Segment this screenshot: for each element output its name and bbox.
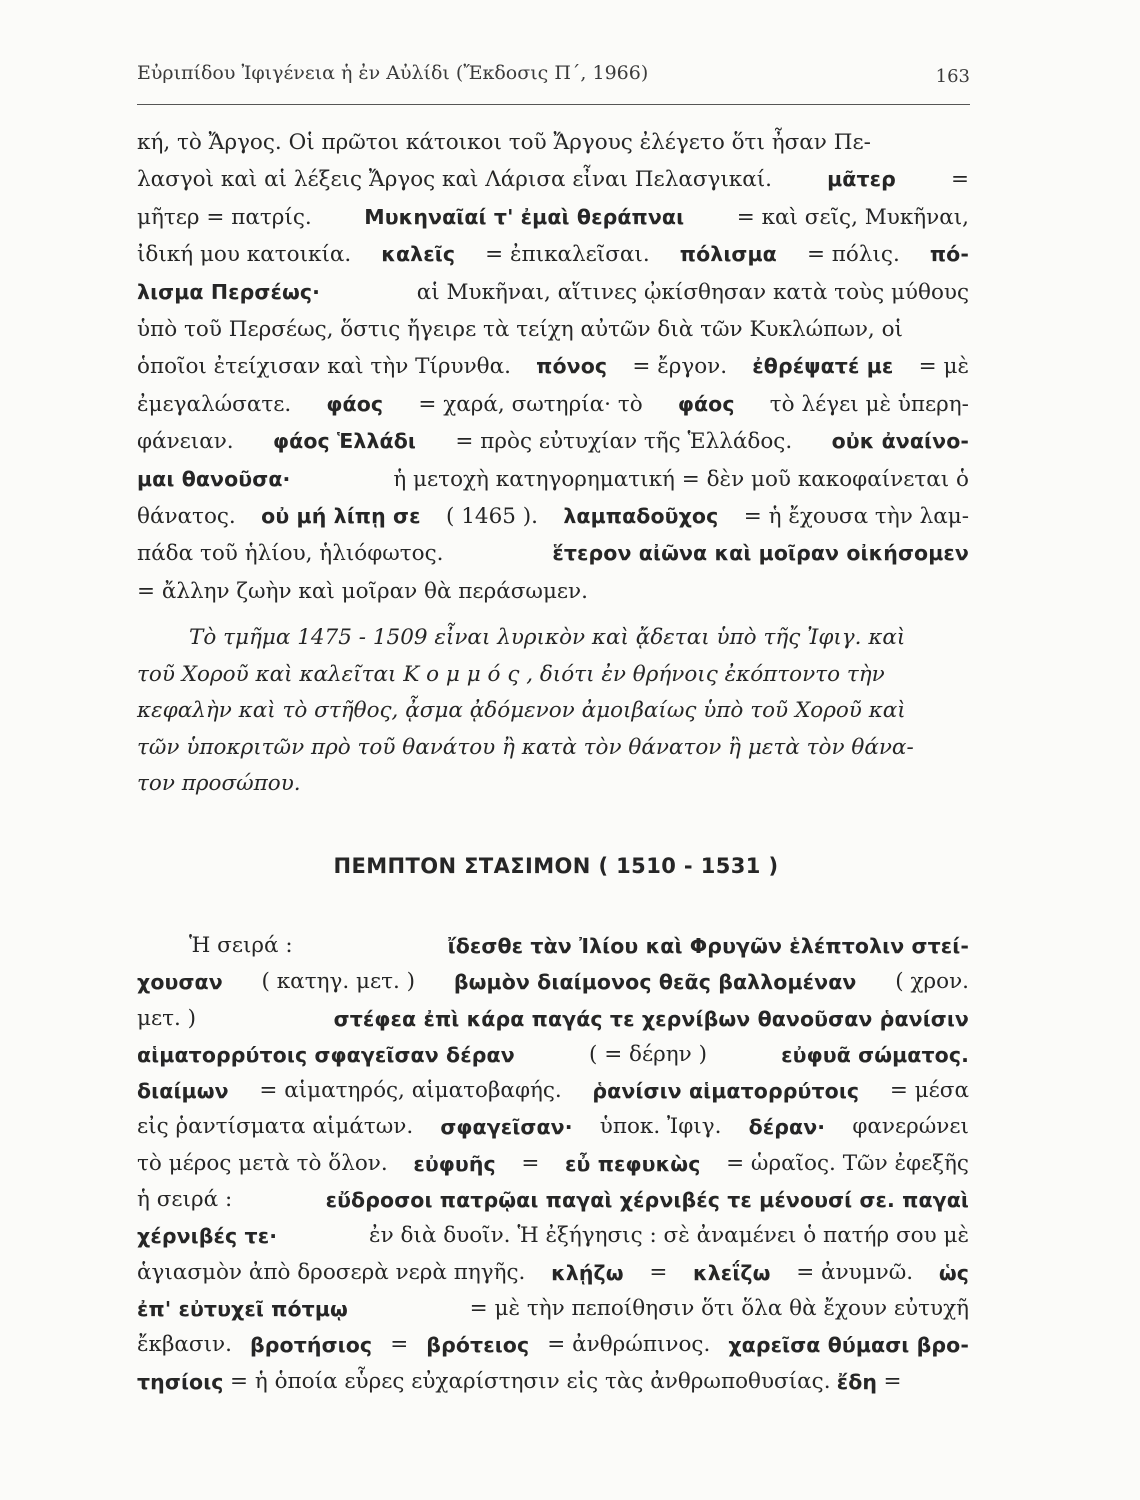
gloss-text: αἱ Μυκῆναι, αἵτινες ᾠκίσθησαν κατὰ τοὺς μύθους [416,279,969,305]
gloss-text: Ἡ σειρά : [189,933,293,958]
gloss-text: = ἡ ὁποία εὗρες εὐχαρίστησιν εἰς τὰς ἀνθρωποθυσίας. [230,1368,831,1394]
gloss-text: ( κατηγ. μετ. ) [261,969,416,995]
bold-lemma: φάος Ἑλλάδι [273,429,417,454]
bold-lemma: σφαγεῖσαν· [440,1115,573,1140]
running-title: Εὐριπίδου Ἰφιγένεια ἡ ἐν Αὐλίδι (Ἔκδοσις Π΄, 1966) [137,62,649,84]
bold-lemma: ἐθρέψατέ με [752,354,894,379]
gloss-text: = [521,1150,540,1176]
gloss-text: = [649,1259,668,1285]
bold-lemma: ἐπ' εὐτυχεῖ πότμῳ [137,1296,348,1321]
gloss-text: μῆτερ = πατρίς. [137,204,312,230]
bold-lemma: πό- [929,242,969,267]
gloss-text: = πρὸς εὐτυχίαν τῆς Ἑλλάδος. [455,429,793,455]
text-line [137,928,969,964]
bold-lemma: δέραν· [748,1115,826,1140]
bold-lemma: καλεῖς [381,242,456,267]
text-line [137,1109,969,1145]
page-number: 163 [935,66,970,87]
text-line [137,161,969,198]
gloss-text: ( 1465 ). [445,503,538,529]
bold-lemma: ἴδεσθε τὰν Ἰλίου καὶ Φρυγῶν ἑλέπτολιν στεί- [447,934,969,958]
gloss-text: = [883,1368,902,1394]
gloss-text: = μὲ [918,354,969,380]
bold-lemma: φάος [677,391,735,416]
gloss-text: = χαρά, σωτηρία· τὸ [418,391,643,417]
bold-lemma: μαι θανοῦσα· [137,466,291,491]
text-line [137,386,969,423]
bold-lemma: εὔδροσοι πατρῷαι παγαὶ χέρνιβές τε μένουσί σε. παγαὶ [325,1188,969,1213]
gloss-text: = ἀνθρώπινος. [547,1332,711,1358]
text-line [137,1291,969,1327]
bold-lemma: κλεΐζω [693,1260,771,1285]
page-header [137,62,970,102]
text-line: τοῦ Χοροῦ καὶ καλεῖται Κ ο μ μ ό ς , διότι ἐν θρήνοις ἐκόπτοντο τὴν [137,661,885,687]
gloss-text: = μέσα [889,1078,969,1104]
bold-lemma: πόλισμα [679,242,777,267]
gloss-text: ἡ μετοχὴ κατηγορηματική = δὲν μοῦ κακοφαίνεται ὁ [393,466,969,492]
text-line [137,1146,969,1182]
gloss-text: ἡ σειρά : [137,1187,233,1213]
text-line [137,348,969,385]
gloss-text: φάνειαν. [137,429,234,455]
text-line: κεφαλὴν καὶ τὸ στῆθος, ᾆσμα ᾀδόμενον ἀμοιβαίως ὑπὸ τοῦ Χοροῦ καὶ [137,698,906,724]
section-heading: ΠΕΜΠΤΟΝ ΣΤΑΣΙΜΟΝ ( 1510 - 1531 ) [333,854,779,878]
gloss-text: μετ. ) [137,1005,197,1031]
bold-lemma: βωμὸν διαίμονος θεᾶς βαλλομέναν [453,970,857,995]
bold-lemma: οὐ μή λίπῃ σε [261,503,421,528]
text-line [137,461,969,498]
gloss-text: ὁποῖοι ἐτείχισαν καὶ τὴν Τίρυνθα. [137,354,511,380]
gloss-text: = ἡ ἔχουσα τὴν λαμ- [743,503,969,529]
text-line [137,1218,969,1254]
gloss-text: ( χρον. [895,969,969,995]
text-line: τῶν ὑποκριτῶν πρὸ τοῦ θανάτου ἢ κατὰ τὸν θάνατον ἢ μετὰ τὸν θάνα- [137,734,914,760]
gloss-text: πάδα τοῦ ἡλίου, ἡλιόφωτος. [137,541,444,567]
gloss-text: = ἐπικαλεῖσαι. [485,242,650,268]
bold-lemma: χέρνιβές τε· [137,1224,278,1249]
gloss-text: ἔκβασιν. [137,1332,232,1358]
bold-lemma: εὖ πεφυκὼς [565,1151,701,1176]
gloss-text: ( = δέρην ) [588,1041,707,1067]
bold-lemma: ῥανίσιν αἱματορρύτοις [592,1079,860,1104]
bold-lemma: βροτήσιος [249,1333,373,1358]
bold-lemma: ἔδη [836,1369,878,1394]
bold-lemma: στέφεα ἐπὶ κάρα παγάς τε χερνίβων θανοῦσαν ῥανίσιν [333,1006,969,1031]
bold-lemma: ὡς [938,1260,969,1285]
bold-lemma: βρότειος [426,1333,530,1358]
text-line [137,964,969,1000]
gloss-text: ὑποκ. Ἰφιγ. [599,1114,722,1140]
gloss-text: = αἱματηρός, αἱματοβαφής. [259,1078,562,1104]
commentary-paragraph-1 [137,124,969,610]
bold-lemma: λαμπαδοῦχος [563,503,719,528]
bold-lemma: ἕτερον αἰῶνα καὶ μοῖραν οἰκήσομεν [552,541,969,566]
text-line [137,274,969,311]
gloss-text: ἰδική μου κατοικία. [137,242,352,268]
text-line [137,1364,969,1400]
gloss-text: ὑπὸ τοῦ Περσέως, ὅστις ἤγειρε τὰ τείχη αὐτῶν διὰ τῶν Κυκλώπων, οἱ [137,316,903,342]
text-line [137,311,969,348]
gloss-text: ἐν διὰ δυοῖν. Ἡ ἐξήγησις : σὲ ἀναμένει ὁ πατήρ σου μὲ [369,1223,969,1249]
gloss-text: = πόλις. [806,242,900,268]
gloss-text: = καὶ σεῖς, Μυκῆναι, [736,204,969,230]
bold-lemma: λισμα Περσέως· [137,279,321,304]
text-line [137,1255,969,1291]
gloss-text: = ἀνυμνῶ. [796,1259,914,1285]
text-line: Τὸ τμῆμα 1475 - 1509 εἶναι λυρικὸν καὶ ᾄδεται ὑπὸ τῆς Ἰφιγ. καὶ [189,625,906,650]
gloss-text: κή, τὸ Ἄργος. Οἱ πρῶτοι κάτοικοι τοῦ Ἄργους ἐλέγετο ὅτι ἦσαν Πε- [137,130,871,155]
bold-lemma: χαρεῖσα θύμασι βρο- [728,1333,969,1358]
text-line [137,573,969,610]
bold-lemma: κλῄζω [551,1260,624,1285]
text-line [137,498,969,535]
text-line: τον προσώπου. [137,771,301,797]
text-line [137,535,969,572]
gloss-text: ἐμεγαλώσατε. [137,391,292,417]
bold-lemma: εὐφυᾶ σώματος. [781,1042,969,1067]
gloss-text: θάνατος. [137,503,236,529]
bold-lemma: μᾶτερ [827,167,896,192]
text-line [137,1037,969,1073]
commentary-paragraph-2 [137,620,969,803]
bold-lemma: διαίμων [137,1079,229,1104]
bold-lemma: Μυκηναῖαί τ' ἐμαὶ θεράπναι [364,204,685,229]
text-line [137,236,969,273]
bold-lemma: πόνος [536,354,608,379]
text-line [137,1182,969,1218]
text-line [137,1073,969,1109]
bold-lemma: αἱματορρύτοις σφαγεῖσαν δέραν [137,1042,515,1067]
bold-lemma: εὐφυῆς [413,1151,496,1176]
bold-lemma: φάος [326,391,384,416]
gloss-text: = μὲ τὴν πεποίθησιν ὅτι ὅλα θὰ ἔχουν εὐτυχῆ [469,1295,969,1321]
gloss-text: = [390,1332,409,1358]
gloss-text: = [950,167,969,193]
gloss-text: = ὡραῖος. Τῶν ἐφεξῆς [726,1150,969,1176]
text-line [137,1327,969,1363]
bold-lemma: οὐκ ἀναίνο- [831,429,969,454]
gloss-text: τὸ μέρος μετὰ τὸ ὅλον. [137,1150,388,1176]
gloss-text: λασγοὶ καὶ αἱ λέξεις Ἄργος καὶ Λάρισα εἶναι Πελασγικαί. [137,167,773,193]
gloss-text: τὸ λέγει μὲ ὑπερη- [769,391,969,417]
gloss-text: ἁγιασμὸν ἀπὸ δροσερὰ νερὰ πηγῆς. [137,1259,526,1285]
bold-lemma: τησίοις [137,1369,224,1394]
gloss-text: εἰς ῥαντίσματα αἱμάτων. [137,1114,414,1140]
gloss-text: = ἔργον. [632,354,728,380]
text-line [137,199,969,236]
text-line [137,1001,969,1037]
commentary-paragraph-3 [137,928,969,1400]
gloss-text: = ἄλλην ζωὴν καὶ μοῖραν θὰ περάσωμεν. [137,578,588,604]
bold-lemma: χουσαν [137,970,223,995]
gloss-text: φανερώνει [852,1114,969,1140]
header-rule [137,104,970,105]
text-line [137,423,969,460]
text-line [137,124,969,161]
